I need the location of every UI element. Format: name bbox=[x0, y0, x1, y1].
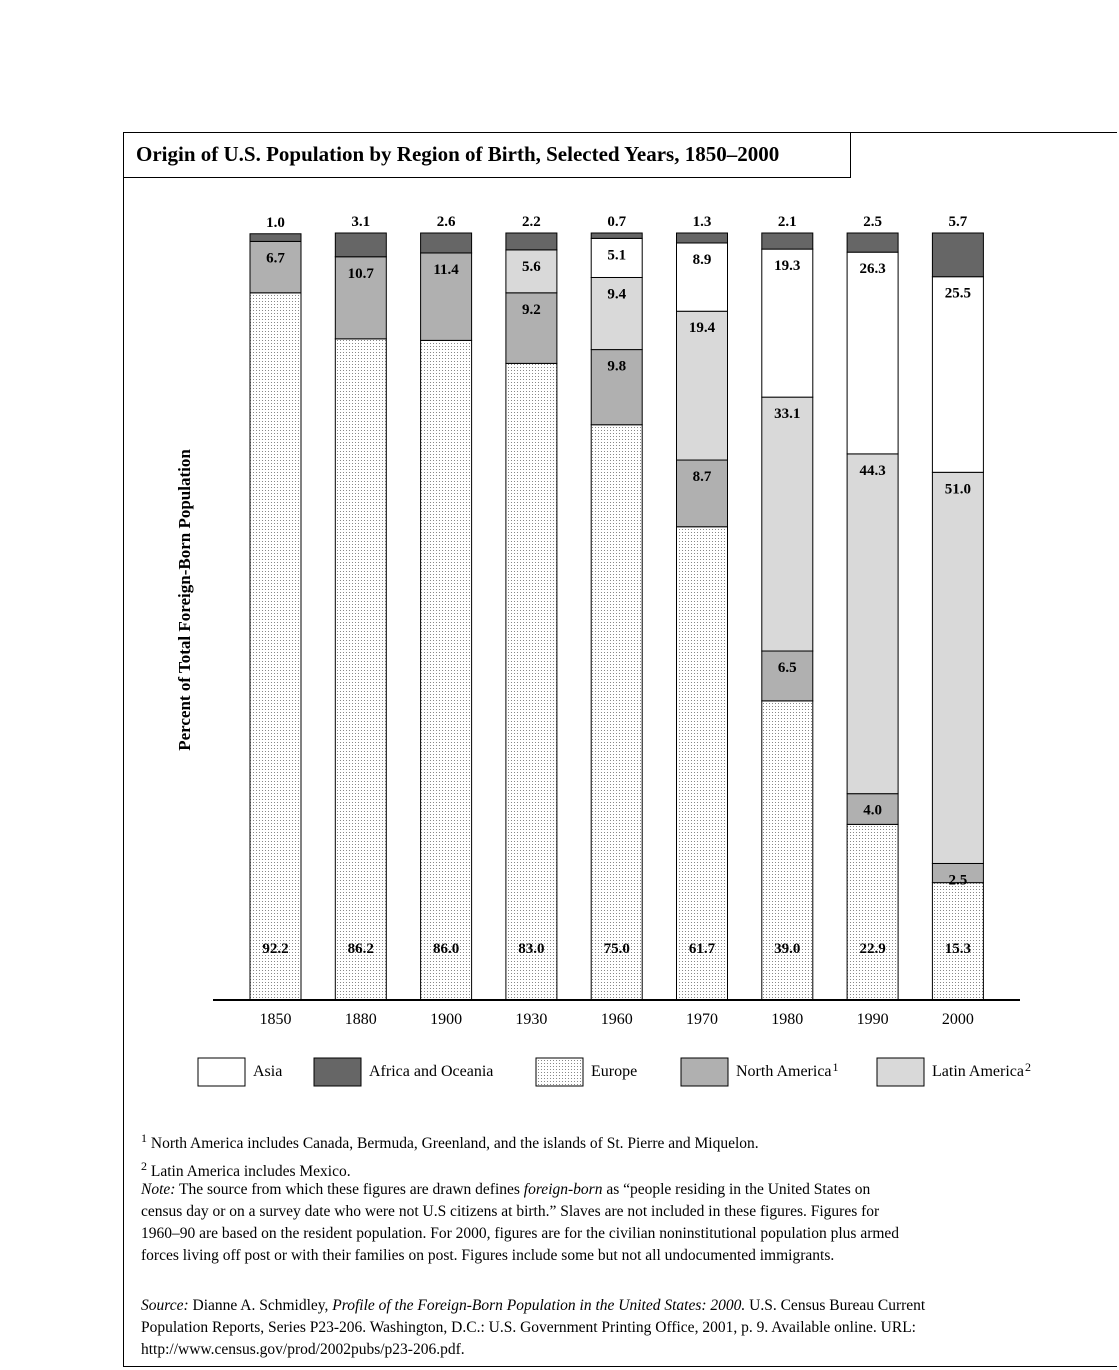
bar-asia-1990 bbox=[847, 252, 898, 454]
data-label-latin-america-1930: 5.6 bbox=[522, 258, 541, 275]
legend-swatch-latin-america bbox=[877, 1058, 924, 1086]
data-label-asia-1990: 26.3 bbox=[859, 261, 886, 278]
data-label-latin-america-1990: 44.3 bbox=[859, 462, 886, 479]
data-label-africa-and-oceania-1980: 2.1 bbox=[777, 214, 797, 230]
data-label-africa-and-oceania-1880: 3.1 bbox=[351, 214, 371, 230]
bar-europe-1900 bbox=[421, 340, 472, 1000]
bar-africa-and-oceania-1930 bbox=[506, 233, 557, 250]
legend-label-asia: Asia bbox=[253, 1063, 283, 1080]
data-label-asia-1970: 8.9 bbox=[692, 251, 712, 268]
data-label-north-america-1970: 8.7 bbox=[692, 469, 712, 486]
legend-label-africa-and-oceania: Africa and Oceania bbox=[369, 1063, 494, 1080]
chart-title: Origin of U.S. Population by Region of Birth, Selected Years, 1850–2000 bbox=[136, 142, 780, 166]
bar-africa-and-oceania-1980 bbox=[762, 233, 813, 249]
data-label-europe-1960: 75.0 bbox=[603, 941, 630, 957]
bar-asia-2000 bbox=[932, 277, 983, 473]
bar-africa-and-oceania-1900 bbox=[421, 233, 472, 253]
note-term: foreign-born bbox=[523, 1181, 603, 1198]
x-tick-label-1850: 1850 bbox=[259, 1011, 292, 1028]
data-label-north-america-1960: 9.8 bbox=[607, 358, 627, 375]
bar-africa-and-oceania-1970 bbox=[677, 233, 728, 243]
data-label-europe-1930: 83.0 bbox=[518, 941, 545, 957]
data-label-europe-1850: 92.2 bbox=[262, 941, 289, 957]
bar-africa-and-oceania-1960 bbox=[591, 233, 642, 238]
data-label-north-america-1900: 11.4 bbox=[433, 261, 459, 278]
x-tick-label-2000: 2000 bbox=[941, 1011, 974, 1028]
legend-label-europe: Europe bbox=[591, 1063, 638, 1080]
data-label-africa-and-oceania-2000: 5.7 bbox=[948, 214, 968, 230]
source-paragraph bbox=[141, 1295, 941, 1361]
bar-europe-1930 bbox=[506, 363, 557, 1000]
note-text-before: The source from which these figures are drawn defines bbox=[179, 1181, 520, 1198]
bar-latin-america-2000 bbox=[932, 472, 983, 863]
legend-swatch-africa-and-oceania bbox=[314, 1058, 361, 1086]
data-label-latin-america-1960: 9.4 bbox=[607, 286, 627, 303]
legend-label-north-america: North America$^1$ bbox=[736, 1060, 839, 1080]
legend-swatch-europe bbox=[536, 1058, 583, 1086]
data-label-north-america-1850: 6.7 bbox=[266, 250, 285, 267]
bar-europe-1990 bbox=[847, 824, 898, 1000]
x-tick-label-1930: 1930 bbox=[515, 1011, 548, 1028]
y-axis-label: Percent of Total Foreign-Born Population bbox=[175, 449, 194, 751]
bar-africa-and-oceania-1880 bbox=[335, 233, 386, 257]
x-tick-label-1880: 1880 bbox=[344, 1011, 377, 1028]
data-label-africa-and-oceania-1850: 1.0 bbox=[266, 214, 285, 231]
footnotes bbox=[141, 1127, 1081, 1183]
bar-africa-and-oceania-2000 bbox=[932, 233, 983, 277]
bar-europe-1970 bbox=[677, 527, 728, 1000]
data-label-latin-america-1970: 19.4 bbox=[688, 320, 716, 337]
data-label-latin-america-2000: 51.0 bbox=[944, 481, 972, 498]
data-label-europe-1970: 61.7 bbox=[688, 941, 716, 957]
bar-north-america-1850 bbox=[250, 241, 301, 292]
x-tick-label-1980: 1980 bbox=[771, 1011, 804, 1028]
data-label-north-america-1930: 9.2 bbox=[522, 301, 541, 318]
footnote-2: $^2$ Latin America includes Mexico. bbox=[141, 1159, 351, 1181]
data-label-africa-and-oceania-1960: 0.7 bbox=[607, 214, 627, 230]
data-label-africa-and-oceania-1900: 2.6 bbox=[436, 214, 456, 230]
data-label-africa-and-oceania-1970: 1.3 bbox=[692, 214, 712, 230]
data-label-europe-1900: 86.0 bbox=[432, 941, 460, 957]
data-label-latin-america-1980: 33.1 bbox=[774, 406, 801, 423]
data-label-africa-and-oceania-1930: 2.2 bbox=[522, 214, 541, 230]
bar-africa-and-oceania-1850 bbox=[250, 234, 301, 242]
legend-label-latin-america: Latin America$^2$ bbox=[932, 1060, 1031, 1080]
data-label-europe-1990: 22.9 bbox=[859, 941, 886, 957]
bar-latin-america-1980 bbox=[762, 397, 813, 651]
data-label-europe-1880: 86.2 bbox=[347, 941, 374, 957]
bar-latin-america-1990 bbox=[847, 454, 898, 794]
note-paragraph bbox=[141, 1179, 901, 1267]
data-label-asia-2000: 25.5 bbox=[944, 285, 972, 302]
note-text-after: as “people residing in the United States on census day or on a survey date who were not U.S citizens at birth.” Slaves are not included in these figures. Figures for 1960–90 are based on the resident population. For 2000, figures are for the civilian noninstitutional population plus armed forces living off post or with their families on post. Figures include some but not all undocumented immigrants. bbox=[141, 1181, 900, 1264]
bar-europe-1880 bbox=[335, 339, 386, 1000]
bar-africa-and-oceania-1990 bbox=[847, 233, 898, 252]
footnote-1: $^1$ North America includes Canada, Bermuda, Greenland, and the islands of St. Pierre and Miquelon. bbox=[141, 1131, 759, 1153]
data-label-europe-1980: 39.0 bbox=[774, 941, 801, 957]
legend-swatch-north-america bbox=[681, 1058, 728, 1086]
source-author: Dianne A. Schmidley, bbox=[192, 1297, 329, 1314]
x-tick-label-1960: 1960 bbox=[600, 1011, 633, 1028]
data-label-asia-1980: 19.3 bbox=[774, 258, 801, 275]
bar-europe-1850 bbox=[250, 293, 301, 1000]
x-tick-label-1990: 1990 bbox=[856, 1011, 889, 1028]
source-work: Profile of the Foreign-Born Population in the United States: 2000. bbox=[332, 1297, 746, 1314]
source-rest: U.S. Census Bureau Current Population Reports, Series P23-206. Washington, D.C.: U.S. Government Printing Office, 2001, p. 9. Available online. URL: http://www.census.gov/prod/2002pubs/p23-206.pdf. bbox=[141, 1297, 926, 1358]
legend-swatch-asia bbox=[198, 1058, 245, 1086]
data-label-north-america-2000: 2.5 bbox=[948, 872, 968, 889]
source-label: Source: bbox=[141, 1297, 189, 1314]
data-label-north-america-1990: 4.0 bbox=[863, 802, 882, 819]
note-label: Note: bbox=[141, 1181, 176, 1198]
bar-europe-1960 bbox=[591, 425, 642, 1000]
data-label-north-america-1980: 6.5 bbox=[777, 660, 797, 677]
x-tick-label-1900: 1900 bbox=[430, 1011, 463, 1028]
data-label-asia-1960: 5.1 bbox=[607, 247, 627, 264]
data-label-north-america-1880: 10.7 bbox=[347, 265, 374, 282]
x-tick-label-1970: 1970 bbox=[686, 1011, 718, 1028]
data-label-africa-and-oceania-1990: 2.5 bbox=[863, 214, 882, 230]
data-label-europe-2000: 15.3 bbox=[944, 941, 972, 957]
